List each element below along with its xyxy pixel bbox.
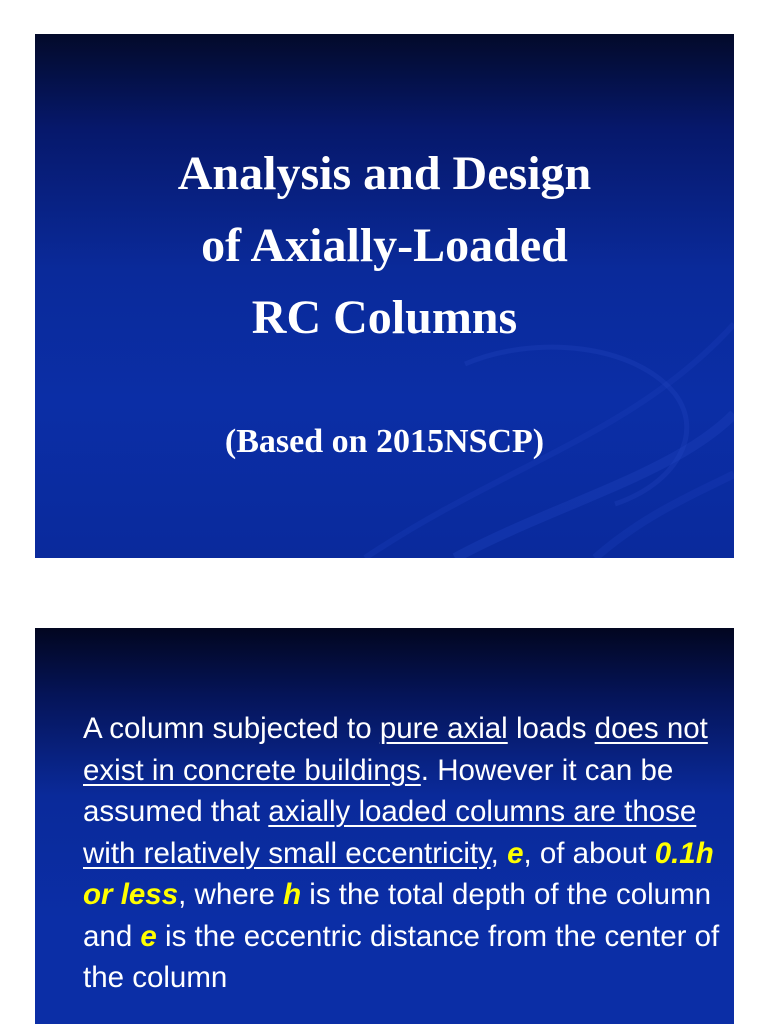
title-line: RC Columns [251,291,518,344]
content-slide [35,628,734,1024]
slide-subtitle: (Based on 2015NSCP) [224,423,545,460]
title-line: Analysis and Design [177,147,592,200]
text-segment: A column subjected to [83,712,380,745]
text-segment: is the total depth of the column and [83,878,712,953]
underlined-term: pure axial [379,712,508,745]
slide-title [35,138,734,354]
highlight-variable: e [140,919,157,953]
title-slide [35,34,734,558]
text-segment: is the eccentric distance from the center of the column [83,919,720,994]
underlined-term: does not exist in concrete buildings [83,712,708,787]
underlined-term: axially loaded columns are those with relatively small eccentricity [83,795,697,870]
highlight-variable: h [283,878,302,911]
body-paragraph [83,708,723,999]
text-segment: . However it can be assumed that [83,753,674,828]
title-line: of Axially-Loaded [201,219,568,272]
highlight-value: 0.1h or less [83,836,714,911]
highlight-variable: e [507,836,524,870]
text-segment: , where [178,878,284,911]
text-segment: , of about [523,836,655,870]
text-segment: , [490,836,508,870]
text-segment: loads [507,712,595,745]
